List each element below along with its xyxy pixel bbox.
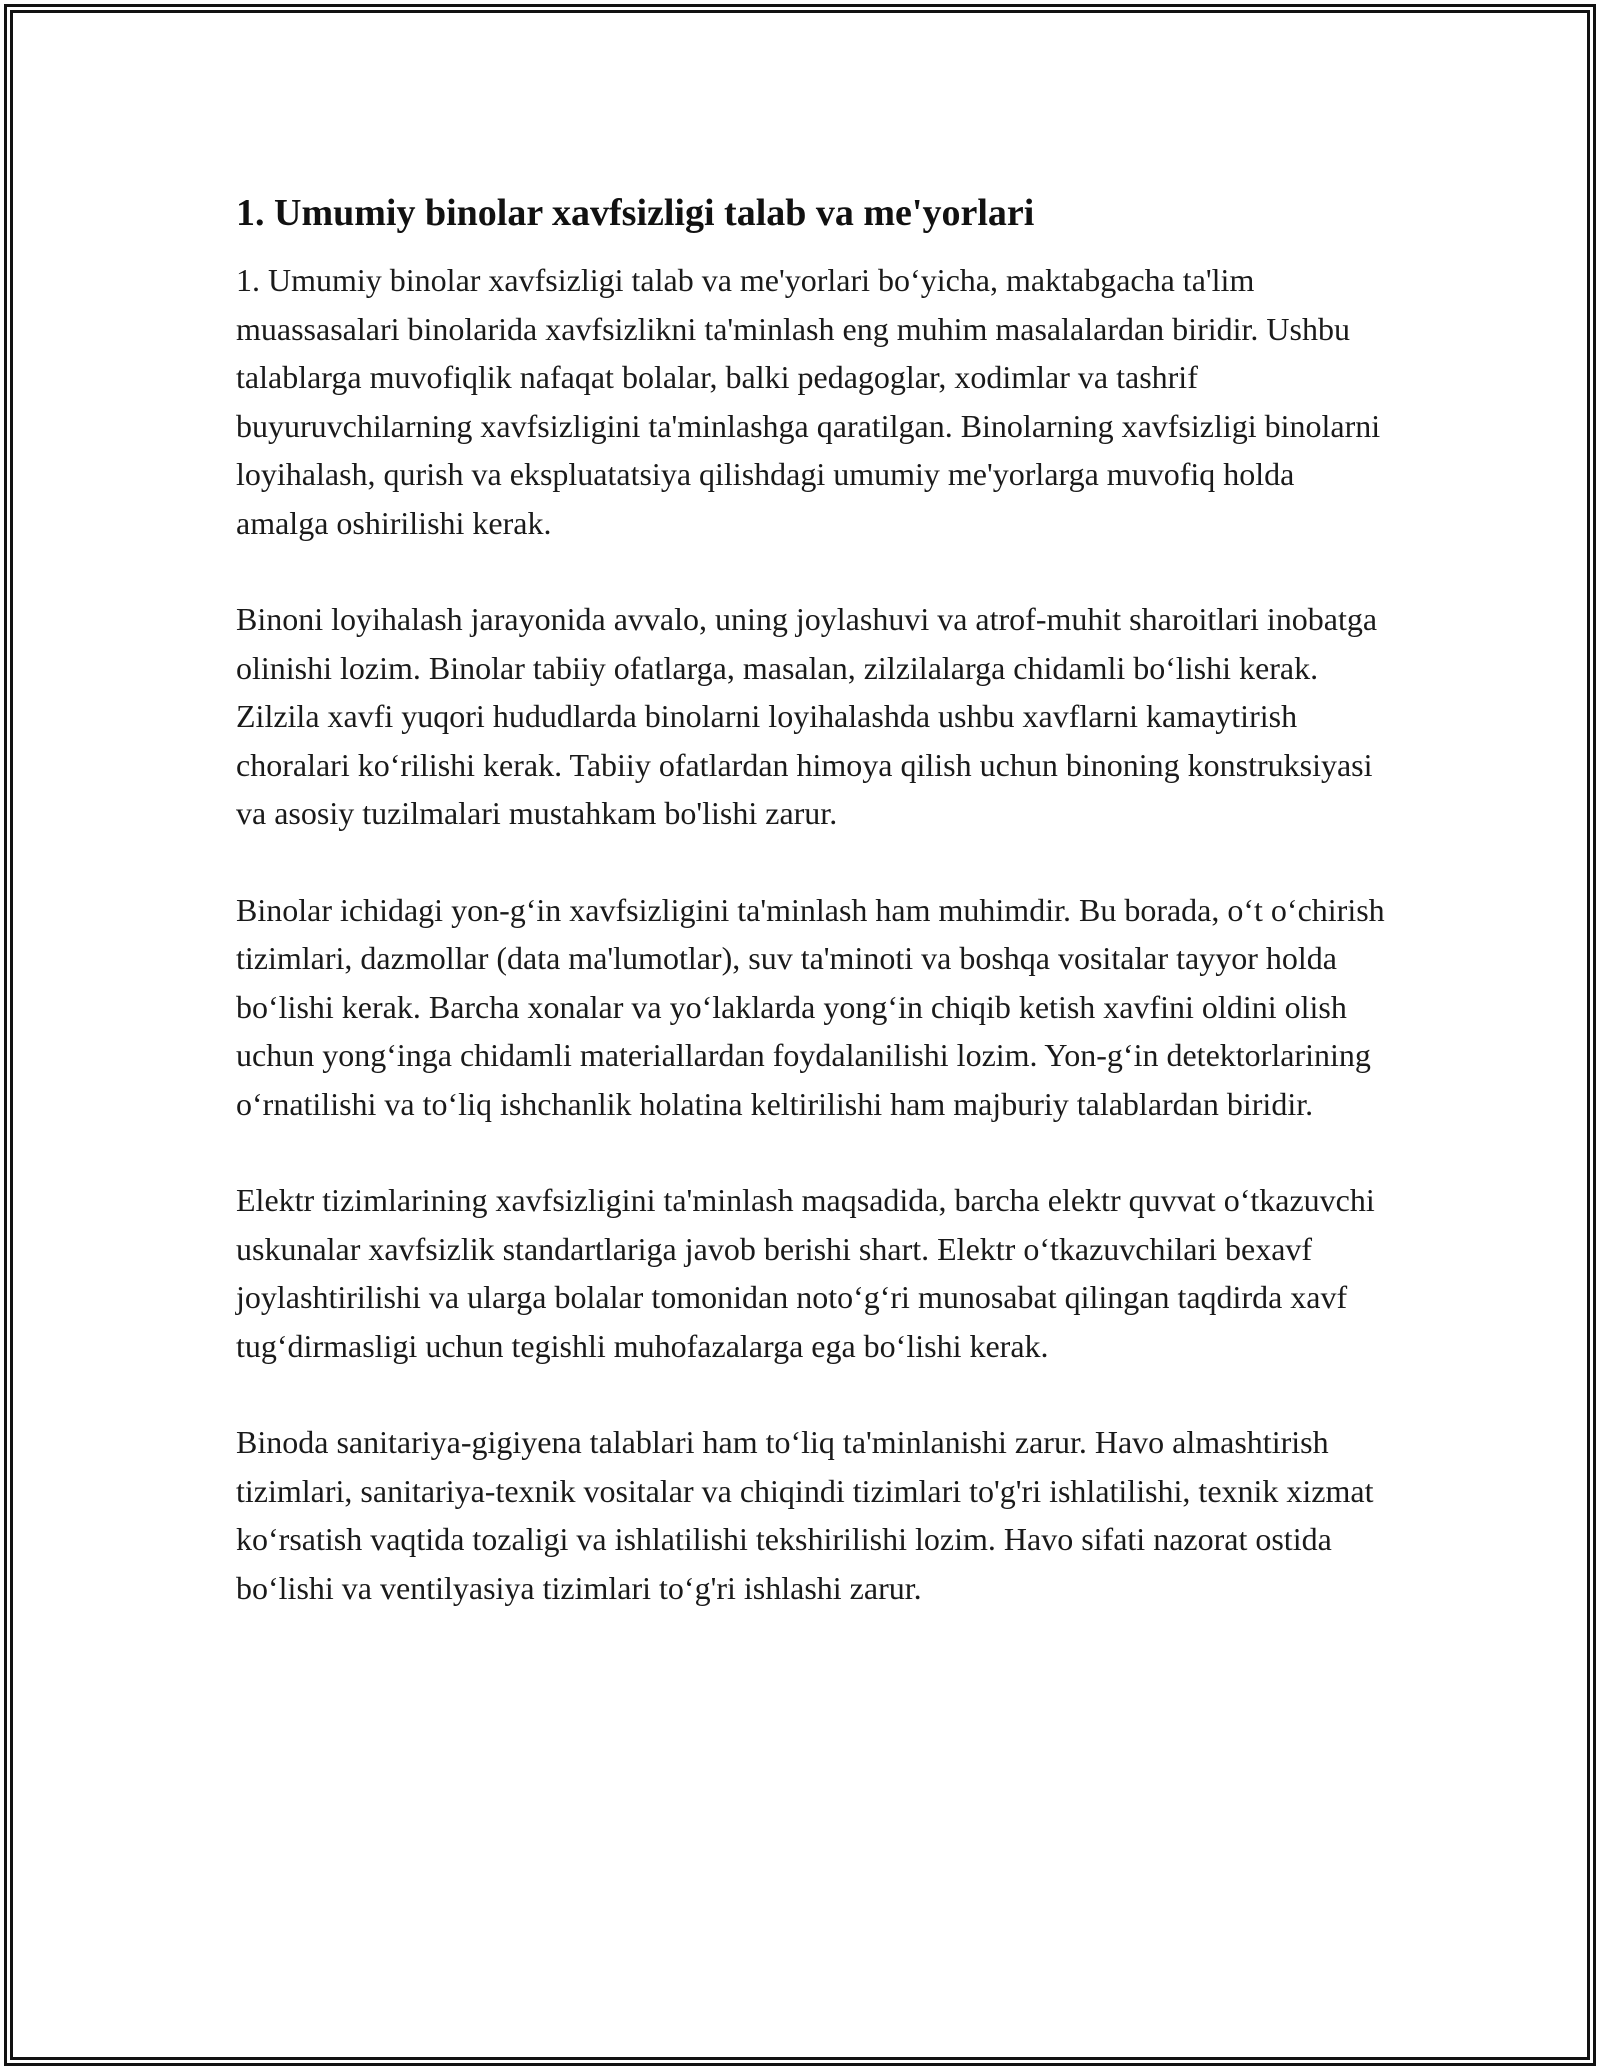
section-heading: 1. Umumiy binolar xavfsizligi talab va me'yorlari (236, 192, 1035, 234)
paragraph-building-design: Binoni loyihalash jarayonida avvalo, uning joylashuvi va atrof-muhit sharoitlari inobatga olinishi lozim. Binolar tabiiy ofatlarga, masalan, zilzilalarga chidamli bo‘lishi kerak. Zilzila xavfi yuqori hududlarda binolarni loyihalashda ushbu xavflarni kamaytirish choralari ko‘rilishi kerak. Tabiiy ofatlardan himoya qilish uchun binoning konstruksiyasi va asosiy tuzilmalari mustahkam bo'lishi zarur. (236, 601, 1378, 831)
paragraph-fire-safety: Binolar ichidagi yon-g‘in xavfsizligini ta'minlash ham muhimdir. Bu borada, o‘t o‘chirish tizimlari, dazmollar (data ma'lumotlar), suv ta'minoti va boshqa vositalar tayyor holda bo‘lishi kerak. Barcha xonalar va yo‘laklarda yong‘in chiqib ketish xavfini oldini olish uchun yong‘inga chidamli materiallardan foydalanilishi lozim. Yon-g‘in detektorlarining o‘rnatilishi va to‘liq ishchanlik holatina keltirilishi ham majburiy talablardan biridir. (236, 891, 1385, 1122)
paragraph-electrical-safety: Elektr tizimlarining xavfsizligini ta'minlash maqsadida, barcha elektr quvvat o‘tkazuvchi uskunalar xavfsizlik standartlariga javob berishi shart. Elektr o‘tkazuvchilari bexavf joylashtirilishi va ularga bolalar tomonidan noto‘g‘ri munosabat qilingan taqdirda xavf tug‘dirmasligi uchun tegishli muhofazalarga ega bo‘lishi kerak. (236, 1182, 1375, 1364)
paragraph-intro: 1. Umumiy binolar xavfsizligi talab va me'yorlari bo‘yicha, maktabgacha ta'lim muassasalari binolarida xavfsizlikni ta'minlash eng muhim masalalardan biridir. Ushbu talablarga muvofiqlik nafaqat bolalar, balki pedagoglar, xodimlar va tashrif buyuruvchilarning xavfsizligini ta'minlashga qaratilgan. Binolarning xavfsizligi binolarni loyihalash, qurish va ekspluatatsiya qilishdagi umumiy me'yorlarga muvofiq holda amalga oshirilishi kerak. (236, 262, 1381, 541)
document-body (236, 186, 1386, 1612)
paragraph-sanitary-hygiene: Binoda sanitariya-gigiyena talablari ham to‘liq ta'minlanishi zarur. Havo almashtirish tizimlari, sanitariya-texnik vositalar va chiqindi tizimlari to'g'ri ishlatilishi, texnik xizmat ko‘rsatish vaqtida tozaligi va ishlatilishi tekshirilishi lozim. Havo sifati nazorat ostida bo‘lishi va ventilyasiya tizimlari to‘g'ri ishlashi zarur. (236, 1424, 1374, 1606)
